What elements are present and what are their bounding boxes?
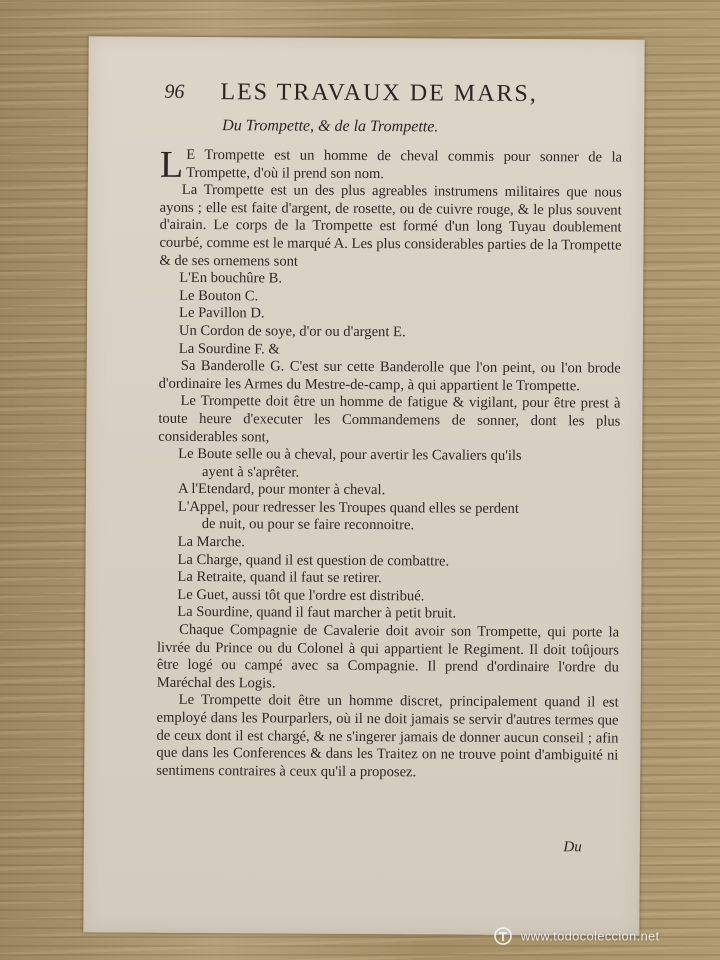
commands-list: [157, 446, 620, 625]
running-title: LES TRAVAUX DE MARS,: [220, 79, 538, 108]
list-item: La Charge, quand il est question de combattre.: [177, 551, 450, 570]
book-page: [83, 36, 644, 935]
list-item: A l'Etendard, pour monter à cheval.: [177, 481, 386, 499]
list-item: La Sourdine, quand il faut marcher à petit bruit.: [177, 604, 457, 623]
list-item: L'En bouchûre B.: [179, 270, 283, 287]
list-item: L'Appel, pour redresser les Troupes quand elles se perdent: [177, 498, 519, 517]
list-item: Le Bouton C.: [179, 287, 259, 305]
page-number: 96: [164, 80, 185, 103]
list-item: Le Pavillon D.: [179, 305, 265, 322]
page-header: [164, 79, 634, 112]
parts-list: [159, 270, 622, 361]
paragraph-company: Chaque Compagnie de Cavalerie doit avoir son Trompette, qui porte la livrée du Prince ou du Colonel à qui appartient le Regiment. Il doit toûjours être logé ou campé avec sa Compagnie. Il prend d'ordinaire l'ordre du Maréchal des Logis.: [156, 621, 620, 692]
paragraph-intro: [159, 143, 623, 186]
paragraph-duties: Le Trompette doit être un homme de fatigue & vigilant, pour être prest à toute heure d'executer les Commandemens de sonner, dont les plus considerables sont,: [158, 393, 621, 445]
paragraph-discretion: Le Trompette doit être un homme discret, principalement quand il est employé dans les Pourparlers, où il ne doit jamais se servir d'autres termes que de ceux dont il est chargé, & ne s'ingerer jamais de donner aucun conseil ; afin que dans les Conferences & dans les Traitez on ne trouve point d'ambiguité ni sentimens contraires à ceux qu'il a proposez.: [156, 692, 619, 781]
list-item: La Retraite, quand il faut se retirer.: [177, 569, 382, 587]
paragraph-banderolle: Sa Banderolle G. C'est sur cette Banderolle que l'on peint, ou l'on brode d'ordinaire les Armes du Mestre-de-camp, à qui appartient le Trompette.: [158, 358, 621, 395]
list-item: Le Guet, aussi tôt que l'ordre est distribué.: [177, 586, 425, 605]
drop-cap: L: [159, 143, 184, 186]
list-item: La Sourdine F. &: [178, 340, 280, 358]
list-item: Un Cordon de soye, d'or ou d'argent E.: [178, 322, 406, 341]
list-item-continuation: ayent à s'aprêter.: [202, 463, 300, 481]
list-item: Le Boute selle ou à cheval, pour avertir les Cavaliers qu'ils: [178, 445, 522, 465]
catchword: Du: [563, 839, 582, 856]
watermark: [493, 926, 659, 946]
section-subtitle: Du Trompette, & de la Trompette.: [222, 117, 439, 136]
watermark-text: www.todocoleccion.net: [520, 928, 660, 944]
list-item: La Marche.: [177, 533, 245, 551]
paragraph-intro-text: E Trompette est un homme de cheval commis pour sonner de la Trompette, d'où il prend son nom.: [186, 146, 623, 182]
todocoleccion-logo-icon: [493, 926, 513, 946]
body-text: [156, 143, 623, 783]
paragraph-description: La Trompette est un des plus agreables instrumens militaires que nous ayons ; elle est faite d'argent, de rosette, ou de cuivre rouge, & le plus souvent d'airain. Le corps de la Trompette est formé d'un long Tuyau doublement courbé, comme est le marqué A. Les plus considerables parties de la Trompette & de ses ornemens sont: [159, 182, 622, 270]
list-item-continuation: de nuit, ou pour se faire reconnoitre.: [201, 516, 415, 534]
